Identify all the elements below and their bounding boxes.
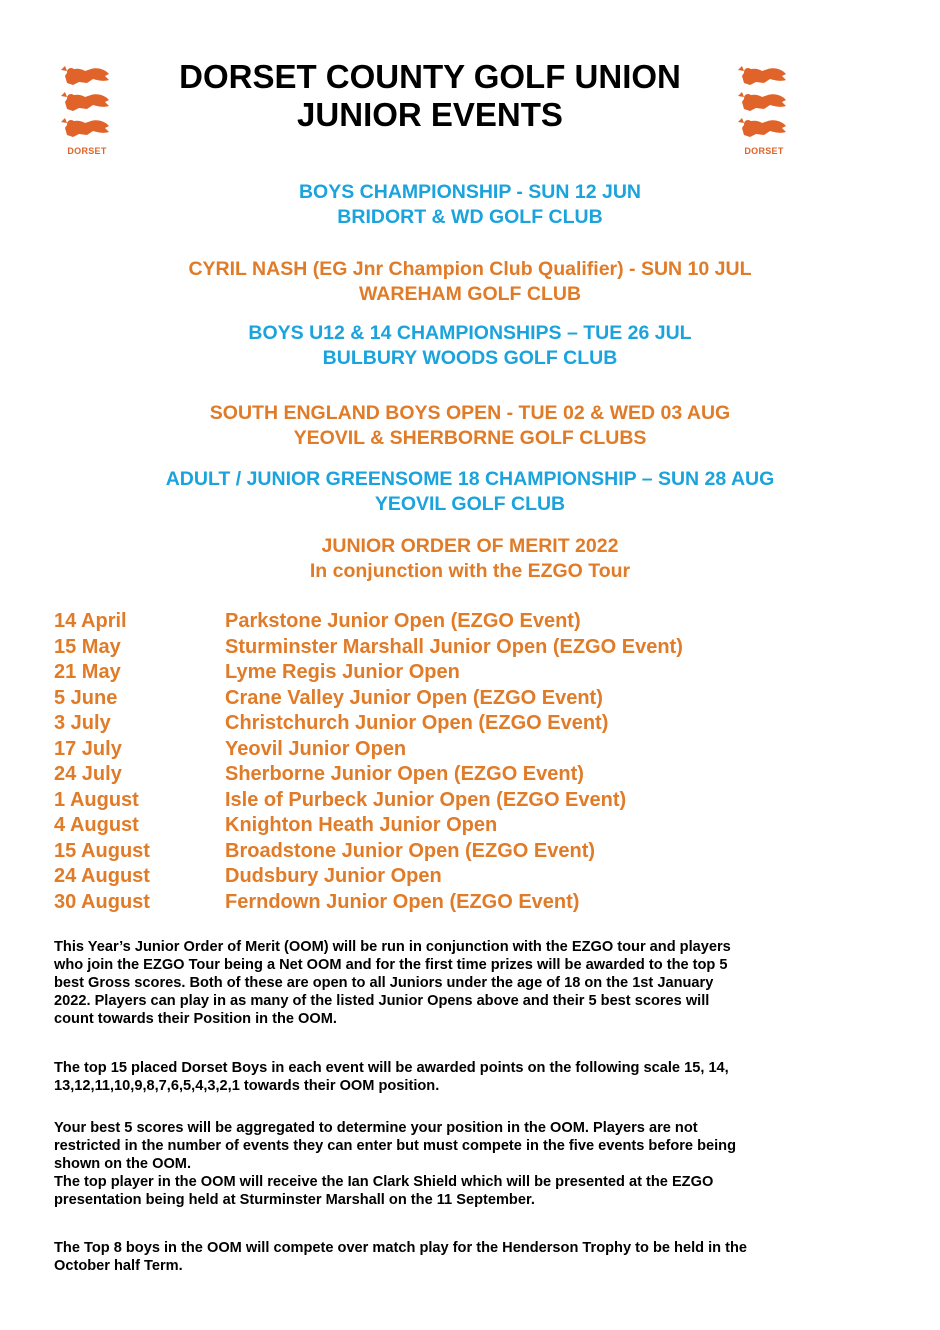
three-lions-crest-icon	[57, 62, 117, 140]
schedule-date: 17 July	[54, 737, 122, 760]
list-item	[54, 839, 874, 865]
schedule-date: 15 August	[54, 839, 150, 862]
schedule-event: Sherborne Junior Open (EZGO Event)	[225, 763, 584, 785]
event-venue: BRIDORT & WD GOLF CLUB	[337, 206, 603, 228]
dorset-crest-right	[719, 62, 809, 156]
list-item	[54, 660, 874, 686]
event-title: SOUTH ENGLAND BOYS OPEN - TUE 02 & WED 03 AUG	[209, 402, 731, 424]
text-line: best Gross scores. Both of these are open to all Juniors under the age of 18 on the 1st January	[54, 975, 714, 991]
three-lions-crest-icon	[734, 62, 794, 140]
schedule-event: Christchurch Junior Open (EZGO Event)	[225, 712, 609, 734]
text-line: count towards their Position in the OOM.	[54, 1011, 337, 1027]
list-item	[54, 890, 874, 916]
text-line: The top player in the OOM will receive the Ian Clark Shield which will be presented at the EZGO	[54, 1174, 714, 1190]
list-item	[54, 864, 874, 890]
list-item	[54, 737, 874, 763]
paragraph-best-scores	[54, 1119, 894, 1209]
event-subtitle: In conjunction with the EZGO Tour	[309, 560, 631, 582]
list-item	[54, 609, 874, 635]
title-line-2: JUNIOR EVENTS	[297, 96, 563, 133]
event-cyril-nash	[40, 257, 900, 307]
schedule-date: 14 April	[54, 610, 127, 632]
dorset-crest-left	[42, 62, 132, 156]
schedule-date: 30 August	[54, 890, 150, 913]
text-line: This Year’s Junior Order of Merit (OOM) will be run in conjunction with the EZGO tour and players	[54, 939, 731, 955]
paragraph-points-scale	[54, 1059, 894, 1095]
list-item	[54, 686, 874, 712]
event-venue: BULBURY WOODS GOLF CLUB	[322, 347, 618, 369]
paragraph-oom-intro	[54, 938, 894, 1028]
event-venue: YEOVIL & SHERBORNE GOLF CLUBS	[293, 427, 647, 449]
schedule-date: 3 July	[54, 712, 111, 734]
page-title	[130, 58, 730, 134]
schedule-event: Sturminster Marshall Junior Open (EZGO Event)	[225, 635, 683, 658]
event-title: BOYS CHAMPIONSHIP - SUN 12 JUN	[298, 181, 642, 203]
list-item	[54, 762, 874, 788]
list-item	[54, 635, 874, 661]
text-line: The top 15 placed Dorset Boys in each event will be awarded points on the following scale 15, 14,	[54, 1060, 729, 1076]
schedule-date: 24 July	[54, 763, 122, 785]
text-line: Your best 5 scores will be aggregated to determine your position in the OOM. Players are not	[54, 1120, 698, 1136]
text-line: October half Term.	[54, 1258, 183, 1274]
schedule-event: Parkstone Junior Open (EZGO Event)	[225, 610, 581, 632]
schedule-event: Yeovil Junior Open	[225, 737, 407, 760]
text-line: 13,12,11,10,9,8,7,6,5,4,3,2,1 towards their OOM position.	[54, 1078, 440, 1094]
text-line: shown on the OOM.	[54, 1156, 192, 1172]
list-item	[54, 813, 874, 839]
event-title: BOYS U12 & 14 CHAMPIONSHIPS – TUE 26 JUL	[248, 322, 692, 344]
schedule-date: 21 May	[54, 661, 121, 683]
schedule-date: 5 June	[54, 686, 118, 709]
schedule-date: 4 August	[54, 814, 139, 836]
event-title: ADULT / JUNIOR GREENSOME 18 CHAMPIONSHIP – SUN 28 AUG	[165, 468, 775, 490]
event-title: JUNIOR ORDER OF MERIT 2022	[321, 535, 619, 557]
schedule-event: Isle of Purbeck Junior Open (EZGO Event)	[225, 788, 627, 811]
event-venue: WAREHAM GOLF CLUB	[358, 283, 582, 305]
event-title: CYRIL NASH (EG Jnr Champion Club Qualifier) - SUN 10 JUL	[188, 258, 752, 280]
schedule-event: Knighton Heath Junior Open	[225, 814, 498, 836]
crest-label: DORSET	[67, 146, 107, 156]
event-adult-junior-greensome	[40, 467, 900, 517]
schedule-date: 24 August	[54, 865, 150, 887]
paragraph-henderson-trophy	[54, 1239, 894, 1275]
schedule-event: Ferndown Junior Open (EZGO Event)	[225, 890, 580, 913]
event-boys-championship	[40, 180, 900, 230]
event-south-england-open	[40, 401, 900, 451]
schedule-event: Crane Valley Junior Open (EZGO Event)	[225, 686, 603, 709]
text-line: The Top 8 boys in the OOM will compete over match play for the Henderson Trophy to be held in the	[54, 1240, 748, 1256]
event-venue: YEOVIL GOLF CLUB	[374, 493, 566, 515]
text-line: restricted in the number of events they can enter but must compete in the five events before being	[54, 1138, 737, 1154]
title-line-1: DORSET COUNTY GOLF UNION	[179, 58, 681, 95]
schedule-date: 1 August	[54, 788, 139, 811]
oom-schedule-list	[54, 609, 874, 915]
text-line: 2022. Players can play in as many of the listed Junior Opens above and their 5 best scores will	[54, 993, 710, 1009]
schedule-date: 15 May	[54, 635, 121, 658]
list-item	[54, 788, 874, 814]
schedule-event: Broadstone Junior Open (EZGO Event)	[225, 839, 596, 862]
list-item	[54, 711, 874, 737]
event-boys-u12-14	[40, 321, 900, 371]
schedule-event: Lyme Regis Junior Open	[225, 661, 460, 683]
text-line: presentation being held at Sturminster Marshall on the 11 September.	[54, 1192, 535, 1208]
crest-label: DORSET	[744, 146, 784, 156]
junior-order-of-merit-heading	[40, 534, 900, 584]
text-line: who join the EZGO Tour being a Net OOM and for the first time prizes will be awarded to the top 5	[54, 957, 728, 973]
schedule-event: Dudsbury Junior Open	[225, 865, 442, 887]
